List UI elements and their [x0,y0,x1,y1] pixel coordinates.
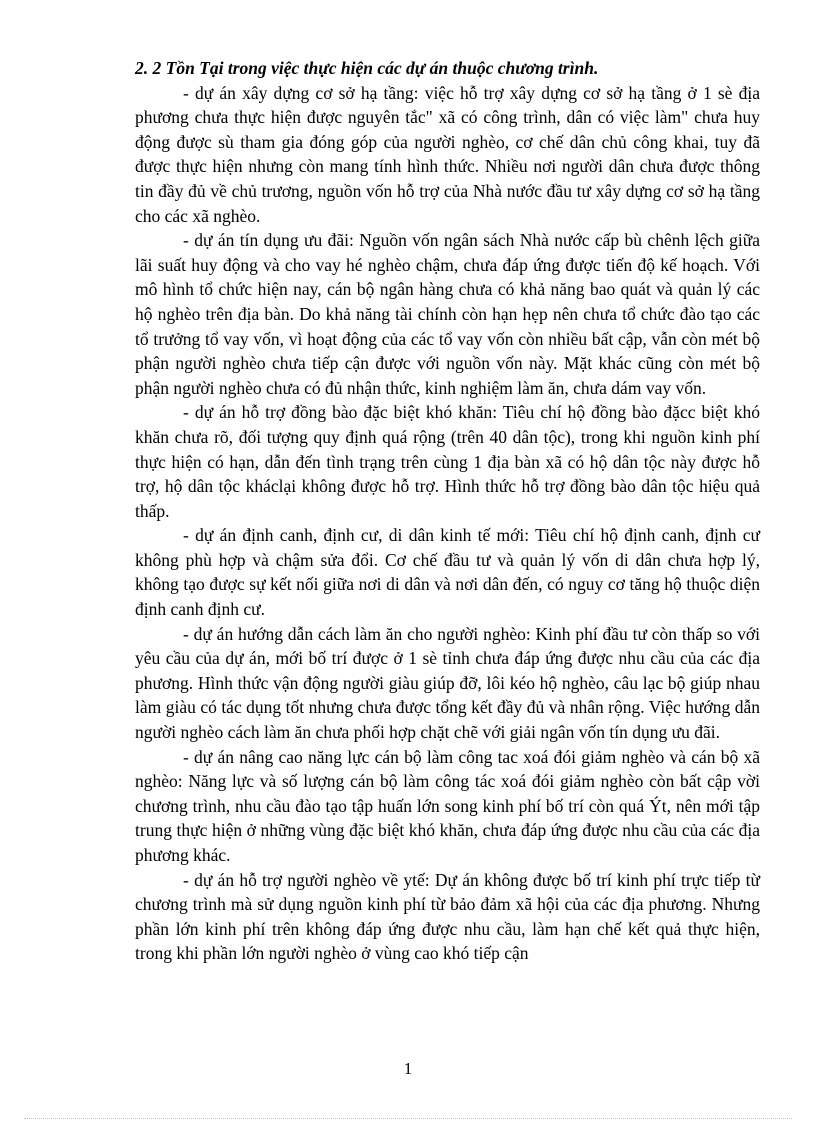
paragraph-ethnic-support: - dự án hỗ trợ đồng bào đặc biệt khó khăn: Tiêu chí hộ đồng bào đặcc biệt khó khăn chưa rõ, đối tượng quy định quá rộng (trên 40 dân tộc), trong khi nguồn kinh phí thực hiện có hạn, dẫn đến tình trạng trên cùng 1 địa bàn xã có hộ dân tộc này được hỗ trợ, hộ dân tộc kháclại không được hỗ trợ. Hình thức hỗ trợ đồng bào dân tộc hiệu quả thấp. [135,402,760,521]
paragraph-livelihood-guidance: - dự án hướng dẫn cách làm ăn cho người nghèo: Kinh phí đầu tư còn thấp so với yêu cầu của dự án, mới bố trí được ở 1 sè tỉnh chưa đáp ứng được nhu cầu của các địa phương. Hình thức vận động người giàu giúp đỡ, lôi kéo hộ nghèo, câu lạc bộ giúp nhau làm giàu có tác dụng tốt nhưng chưa được tổng kết đầy đủ và nhân rộng. Việc hướng dẫn người nghèo cách làm ăn chưa phối hợp chặt chẽ với giải ngân vốn tín dụng ưu đãi. [135,623,760,743]
paragraph-capacity-building: - dự án nâng cao năng lực cán bộ làm công tac xoá đói giảm nghèo và cán bộ xã nghèo: Năng lực và số lượng cán bộ làm công tác xoá đói giảm nghèo còn bất cập vời chương trình, nhu cầu đào tạo tập huấn lớn song kinh phí bố trí còn quá Ýt, nên mới tập trung thực hiện ở những vùng đặc biệt khó khăn, chưa đáp ứng được nhu cầu của các địa phương khác. [135,746,760,865]
document-body [135,56,760,966]
paragraph-health-support: - dự án hỗ trợ người nghèo về ytế: Dự án không được bố trí kinh phí trực tiếp từ chương trình mà sử dụng nguồn kinh phí từ bảo đảm xã hội của các địa phương. Nhưng phần lớn kinh phí trên không đáp ứng được nhu cầu, làm hạn chế kết quả thực hiện, trong khi phần lớn người nghèo ở vùng cao khó tiếp cận [135,869,760,964]
page-number: 1 [403,1059,413,1078]
paragraph-infrastructure: - dự án xây dựng cơ sở hạ tầng: việc hỗ trợ xây dựng cơ sở hạ tầng ở 1 sè địa phương chưa thực hiện được nguyên tắc" xã có công trình, dân có việc làm" chưa huy động được sù tham gia đóng góp của người nghèo, cơ chế dân chủ công khai, tuy đã được thực hiện nhưng còn mang tính hình thức. Nhiều nơi người dân chưa được thông tin đầy đủ về chủ trương, nguồn vốn hỗ trợ của Nhà nước đầu tư xây dựng cơ sở hạ tầng cho các xã nghèo. [135,82,760,226]
page-bottom-border [24,1118,792,1119]
section-heading: 2. 2 Tồn Tại trong việc thực hiện các dự án thuộc chương trình. [135,58,599,78]
paragraph-preferential-credit: - dự án tín dụng ưu đãi: Nguồn vốn ngân sách Nhà nước cấp bù chênh lệch giữa lãi suất huy động và cho vay hé nghèo chậm, chưa đáp ứng được tiến độ kế hoạch. Với mô hình tổ chức hiện nay, cán bộ ngân hàng chưa có khả năng bao quát và quản lý các hộ nghèo trên địa bàn. Do khả năng tài chính còn hạn hẹp nên chưa tổ chức đào tạo các tổ trưởng tổ vay vốn, vì hoạt động của các tổ vay vốn còn nhiều bất cập, vẫn còn mét bộ phận người nghèo chưa tiếp cận được với nguồn vốn này. Mặt khác cũng còn mét bộ phận người nghèo chưa có đủ nhận thức, kinh nghiệm làm ăn, chưa dám vay vốn. [135,230,760,398]
paragraph-resettlement: - dự án định canh, định cư, di dân kinh tế mới: Tiêu chí hộ định canh, định cư không phù hợp và chậm sửa đổi. Cơ chế đầu tư và quản lý vốn di dân chưa hợp lý, không tạo được sự kết nối giữa nơi di dân và nơi dân đến, có nguy cơ tăng hộ thuộc diện định canh định cư. [135,525,760,620]
